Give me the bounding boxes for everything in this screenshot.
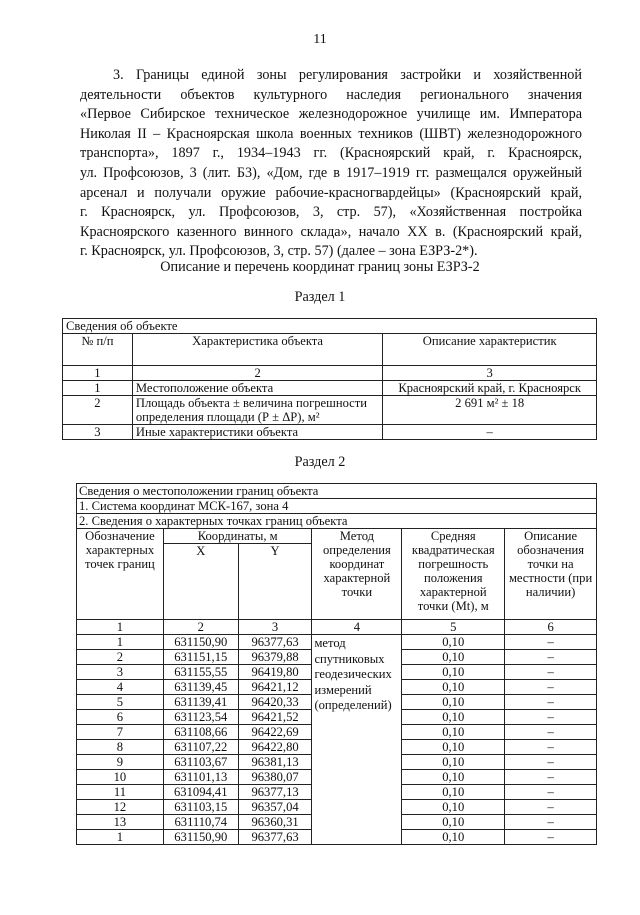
row-name: Местоположение объекта [132, 381, 383, 396]
caption-coordinate-system: 1. Система координат МСК-167, зона 4 [77, 499, 597, 514]
coord-x: 631123,54 [163, 710, 238, 725]
point-id: 4 [77, 680, 164, 695]
mt-value: 0,10 [402, 710, 505, 725]
table-caption: Сведения об объекте [63, 319, 597, 334]
page-number: 11 [313, 32, 327, 47]
coord-x: 631139,41 [163, 695, 238, 710]
coord-y: 96377,13 [238, 785, 312, 800]
method-value: метод спутниковых геодезических измерений (определений) [312, 635, 402, 845]
coord-x: 631103,15 [163, 800, 238, 815]
coord-x: 631155,55 [163, 665, 238, 680]
row-number: 2 [63, 396, 133, 425]
coordinates-table [76, 483, 597, 845]
coord-y: 96422,69 [238, 725, 312, 740]
table-row [63, 425, 597, 440]
paragraph-line: г. Красноярск, ул. Профсоюзов, 3, стр. 57) (далее – зона ЕЗРЗ-2*). [80, 243, 478, 260]
header-x: X [163, 544, 238, 620]
point-description: – [505, 785, 597, 800]
paragraph-line: деятельности объектов культурного наследия регионального значения [80, 86, 582, 103]
point-id: 10 [77, 770, 164, 785]
header-method: Метод определения координат характерной точки [312, 529, 402, 620]
paragraph-line: арсенал и получали оружие рабочие-красногвардейцы» (Красноярский край, [80, 184, 582, 201]
paragraph-line: «Первое Сибирское техническое железнодорожное училище им. Императора [80, 106, 582, 123]
coord-y: 96380,07 [238, 770, 312, 785]
point-description: – [505, 650, 597, 665]
point-description: – [505, 665, 597, 680]
coord-y: 96377,63 [238, 830, 312, 845]
coord-x: 631139,45 [163, 680, 238, 695]
point-id: 1 [77, 830, 164, 845]
point-description: – [505, 740, 597, 755]
point-id: 9 [77, 755, 164, 770]
coord-y: 96421,12 [238, 680, 312, 695]
col-number: 1 [77, 620, 164, 635]
coord-y: 96360,31 [238, 815, 312, 830]
coord-x: 631103,67 [163, 755, 238, 770]
coord-x: 631101,13 [163, 770, 238, 785]
mt-value: 0,10 [402, 635, 505, 650]
mt-value: 0,10 [402, 725, 505, 740]
coord-y: 96420,33 [238, 695, 312, 710]
header-coords: Координаты, м [163, 529, 312, 544]
point-id: 2 [77, 650, 164, 665]
point-description: – [505, 830, 597, 845]
col-number: 6 [505, 620, 597, 635]
table-row [63, 381, 597, 396]
point-id: 1 [77, 635, 164, 650]
row-value: 2 691 м² ± 18 [383, 396, 597, 425]
point-description: – [505, 725, 597, 740]
table-row [77, 635, 597, 650]
col-number: 3 [238, 620, 312, 635]
coord-x: 631110,74 [163, 815, 238, 830]
paragraph-line: транспорта», 1897 г., 1934–1943 гг. (Красноярский край, г. Красноярск, [80, 145, 582, 162]
caption-points: 2. Сведения о характерных точках границ объекта [77, 514, 597, 529]
paragraph-line: 3. Границы единой зоны регулирования застройки и хозяйственной [113, 67, 582, 83]
mt-value: 0,10 [402, 665, 505, 680]
header-number: № п/п [63, 334, 133, 366]
header-point: Обозначение характерных точек границ [77, 529, 164, 620]
point-id: 13 [77, 815, 164, 830]
mt-value: 0,10 [402, 800, 505, 815]
row-number: 3 [63, 425, 133, 440]
point-id: 5 [77, 695, 164, 710]
point-description: – [505, 695, 597, 710]
caption-location: Сведения о местоположении границ объекта [77, 484, 597, 499]
paragraph-line: Николая II – Красноярская школа военных техников (ШВТ) железнодорожного [80, 125, 582, 142]
point-id: 12 [77, 800, 164, 815]
coord-y: 96421,52 [238, 710, 312, 725]
col-number: 2 [132, 366, 383, 381]
coord-y: 96381,13 [238, 755, 312, 770]
header-description: Описание обозначения точки на местности (при наличии) [505, 529, 597, 620]
point-description: – [505, 680, 597, 695]
point-description: – [505, 710, 597, 725]
header-description: Описание характеристик [383, 334, 597, 366]
table-row [63, 396, 597, 425]
point-id: 7 [77, 725, 164, 740]
coord-x: 631150,90 [163, 635, 238, 650]
col-number: 1 [63, 366, 133, 381]
mt-value: 0,10 [402, 740, 505, 755]
coord-x: 631107,22 [163, 740, 238, 755]
row-name: Иные характеристики объекта [132, 425, 383, 440]
object-info-table [62, 318, 597, 440]
col-number: 4 [312, 620, 402, 635]
point-id: 11 [77, 785, 164, 800]
mt-value: 0,10 [402, 695, 505, 710]
mt-value: 0,10 [402, 770, 505, 785]
row-value: Красноярский край, г. Красноярск [383, 381, 597, 396]
section-heading: Описание и перечень координат границ зоны ЕЗРЗ-2 [160, 259, 480, 275]
point-description: – [505, 800, 597, 815]
coord-y: 96377,63 [238, 635, 312, 650]
paragraph-line: Красноярского казенного винного склада», начало XX в. (Красноярский край, [80, 223, 582, 240]
coord-x: 631094,41 [163, 785, 238, 800]
point-description: – [505, 635, 597, 650]
mt-value: 0,10 [402, 650, 505, 665]
point-id: 8 [77, 740, 164, 755]
point-id: 6 [77, 710, 164, 725]
coord-y: 96357,04 [238, 800, 312, 815]
point-id: 3 [77, 665, 164, 680]
mt-value: 0,10 [402, 755, 505, 770]
header-characteristic: Характеристика объекта [132, 334, 383, 366]
mt-value: 0,10 [402, 785, 505, 800]
mt-value: 0,10 [402, 815, 505, 830]
col-number: 3 [383, 366, 597, 381]
point-description: – [505, 755, 597, 770]
row-name: Площадь объекта ± величина погрешности определения площади (Р ± ΔР), м² [132, 396, 383, 425]
mt-value: 0,10 [402, 680, 505, 695]
section1-title: Раздел 1 [294, 289, 346, 305]
coord-x: 631108,66 [163, 725, 238, 740]
col-number: 2 [163, 620, 238, 635]
coord-x: 631151,15 [163, 650, 238, 665]
coord-x: 631150,90 [163, 830, 238, 845]
boundary-paragraph [80, 66, 582, 262]
col-number: 5 [402, 620, 505, 635]
row-number: 1 [63, 381, 133, 396]
mt-value: 0,10 [402, 830, 505, 845]
coord-y: 96422,80 [238, 740, 312, 755]
header-error: Средняя квадратическая погрешность положения характерной точки (Mt), м [402, 529, 505, 620]
section2-title: Раздел 2 [294, 454, 346, 470]
paragraph-line: ул. Профсоюзов, 3 (лит. Б3), «Дом, где в 1917–1919 гг. размещался оружейный [80, 164, 582, 181]
row-value: – [383, 425, 597, 440]
point-description: – [505, 815, 597, 830]
paragraph-line: г. Красноярск, ул. Профсоюзов, 3, стр. 57), «Хозяйственная постройка [80, 204, 582, 221]
coord-y: 96419,80 [238, 665, 312, 680]
header-y: Y [238, 544, 312, 620]
coord-y: 96379,88 [238, 650, 312, 665]
point-description: – [505, 770, 597, 785]
